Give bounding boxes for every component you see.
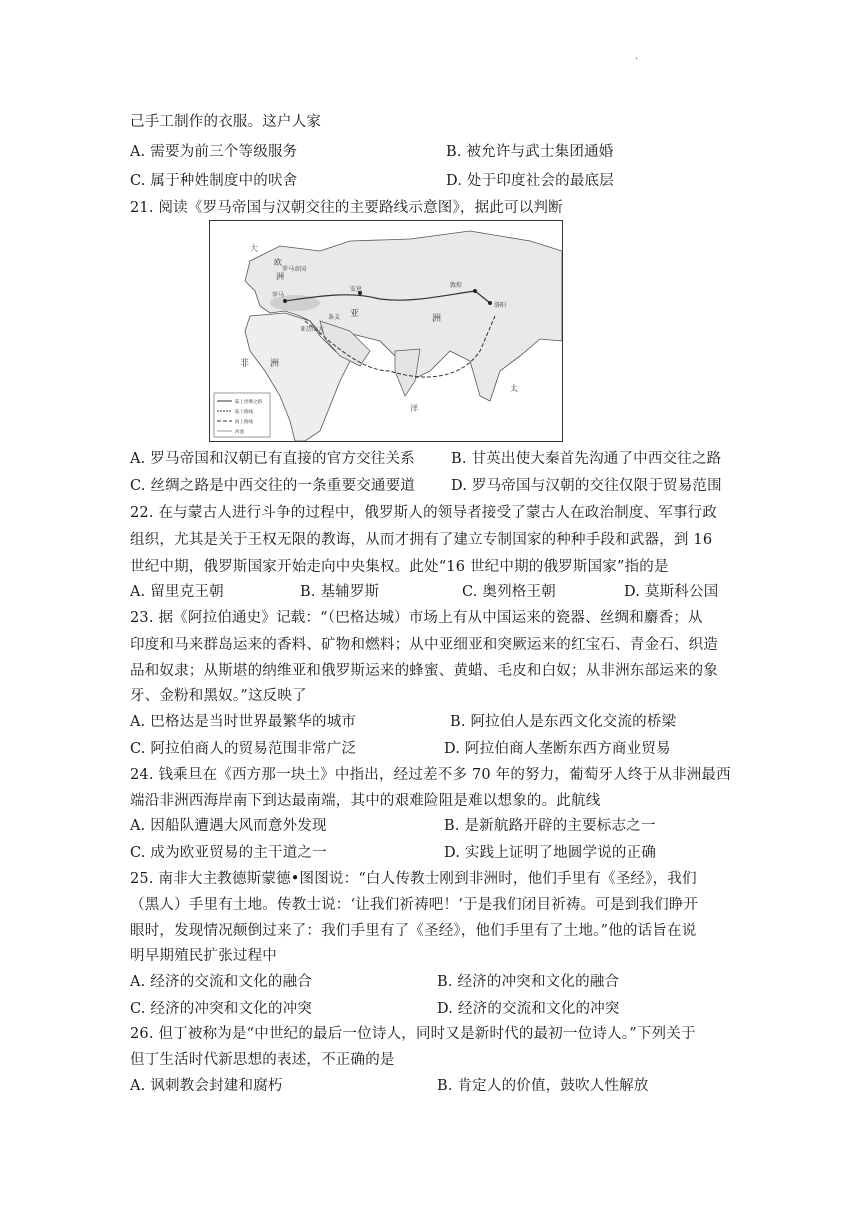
q26-option-b: B. 肯定人的价值，鼓吹人性解放	[437, 1078, 649, 1094]
q25-stem-line-2: （黑人）手里有土地。传教士说：‘让我们祈祷吧！’于是我们闭目祈祷。可是到我们睁开	[130, 897, 699, 913]
q25-option-d: D. 经济的交流和文化的冲突	[437, 1001, 620, 1017]
map-label-anxi: 安息	[350, 286, 363, 293]
q23-option-d: D. 阿拉伯商人垄断东西方商业贸易	[444, 741, 671, 757]
map-label-luoyang: 洛阳	[494, 302, 507, 309]
q23-stem-line-4: 牙、金粉和黑奴。”这反映了	[130, 688, 307, 704]
q20-option-d: D. 处于印度社会的最底层	[446, 173, 614, 189]
q21-option-a: A. 罗马帝国和汉朝已有直接的官方交往关系	[130, 451, 415, 467]
map-label-tiaozhi: 条支	[328, 314, 341, 321]
header-mark: ·	[635, 54, 639, 65]
q25-stem-line-1: 25. 南非大主教德斯蒙德•图图说：“白人传教士刚到非洲时，他们手里有《圣经》，我们	[130, 871, 697, 887]
q24-stem-line-2: 端沿非洲西海岸南下到达最南端，其中的艰难险阻是难以想象的。此航线	[130, 793, 601, 809]
q22-stem-line-1: 22. 在与蒙古人进行斗争的过程中，俄罗斯人的领导者接受了蒙古人在政治制度、军事行政	[130, 505, 718, 521]
q24-option-c: C. 成为欧亚贸易的主干道之一	[130, 845, 327, 861]
q23-stem-line-1: 23. 据《阿拉伯通史》记载：“（巴格达城）市场上有从中国运来的瓷器、丝绸和麝香；从	[130, 610, 703, 626]
q24-stem-line-1: 24. 钱乘旦在《西方那一块土》中指出，经过差不多 70 年的努力，葡萄牙人终于从非洲最西	[130, 767, 731, 783]
q24-option-b: B. 是新航路开辟的主要标志之一	[444, 818, 656, 834]
q21-option-c: C. 丝绸之路是中西交往的一条重要交通要道	[130, 478, 415, 494]
q23-option-b: B. 阿拉伯人是东西文化交流的桥梁	[450, 714, 677, 730]
map-label-africa-2: 洲	[270, 359, 280, 369]
q21-option-d: D. 罗马帝国与汉朝的交往仅限于贸易范围	[451, 478, 722, 494]
q24-option-d: D. 实践上证明了地圆学说的正确	[444, 845, 657, 861]
map-legend-silk-road: 陆上丝绸之路	[235, 400, 262, 405]
q20-option-b: B. 被允许与武士集团通婚	[446, 144, 614, 160]
rome-han-route-map	[209, 220, 563, 442]
map-label-alexandria: 亚历山大	[300, 326, 325, 333]
map-label-asia-2: 洲	[432, 314, 442, 324]
q25-stem-line-3: 眼时，发现情况颠倒过来了：我们手里有了《圣经》，他们手里有了土地。”他的话旨在说	[130, 923, 697, 939]
q23-option-c: C. 阿拉伯商人的贸易范围非常广泛	[130, 741, 357, 757]
q26-option-a: A. 讽刺教会封建和腐朽	[130, 1078, 283, 1094]
q23-option-a: A. 巴格达是当时世界最繁华的城市	[130, 714, 357, 730]
map-label-asia: 亚	[350, 309, 360, 319]
q25-option-b: B. 经济的冲突和文化的融合	[437, 974, 620, 990]
map-label-dunhuang: 敦煌	[450, 282, 463, 289]
q22-stem-line-2: 组织，尤其是关于王权无限的教诲，从而才拥有了建立专制国家的种种手段和武器，到 16	[130, 532, 713, 548]
q22-option-a: A. 留里克王朝	[130, 584, 224, 600]
map-label-pacific: 太	[510, 384, 518, 393]
q24-option-a: A. 因船队遭遇大风而意外发现	[130, 818, 327, 834]
q23-stem-line-2: 印度和马来群岛运来的香料、矿物和燃料；从中亚细亚和突厥运来的红宝石、青金石、织造	[130, 637, 718, 653]
q22-option-c: C. 奥列格王朝	[462, 584, 556, 600]
map-label-rome-empire: 罗马帝国	[282, 266, 307, 273]
q21-stem: 21. 阅读《罗马帝国与汉朝交往的主要路线示意图》，据此可以判断	[130, 200, 563, 216]
q22-option-d: D. 莫斯科公国	[624, 584, 719, 600]
q25-stem-line-4: 明早期殖民扩张过程中	[130, 948, 277, 964]
map-label-europe: 欧	[274, 258, 282, 267]
map-legend-sea-route: 海上路线	[235, 420, 253, 425]
q22-option-b: B. 基辅罗斯	[300, 584, 380, 600]
map-figure	[210, 221, 562, 441]
map-label-rome: 罗马	[272, 292, 285, 299]
q26-stem-line-2: 但丁生活时代新思想的表述，不正确的是	[130, 1052, 395, 1068]
q22-stem-line-3: 世纪中期，俄罗斯国家开始走向中央集权。此处“16 世纪中期的俄罗斯国家”指的是	[130, 559, 669, 575]
map-legend-river: 河流	[235, 430, 244, 435]
map-label-ocean: 洋	[410, 404, 418, 413]
q25-option-a: A. 经济的交流和文化的融合	[130, 974, 312, 990]
map-legend-land-route: 陆上路线	[235, 410, 253, 415]
map-label-europe-2: 洲	[276, 272, 284, 281]
map-label-africa: 非	[240, 359, 250, 369]
q20-stem-continued: 己手工制作的衣服。这户人家	[130, 114, 322, 130]
map-label-atlantic: 大	[250, 244, 258, 253]
q25-option-c: C. 经济的冲突和文化的冲突	[130, 1001, 313, 1017]
q20-option-a: A. 需要为前三个等级服务	[130, 144, 298, 160]
q26-stem-line-1: 26. 但丁被称为是“中世纪的最后一位诗人，同时又是新时代的最初一位诗人。”下列关于	[130, 1026, 696, 1042]
q21-option-b: B. 甘英出使大秦首先沟通了中西交往之路	[451, 451, 722, 467]
q20-option-c: C. 属于种姓制度中的吠舍	[130, 173, 298, 189]
q23-stem-line-3: 品和奴隶；从斯堪的纳维亚和俄罗斯运来的蜂蜜、黄蜡、毛皮和白奴；从非洲东部运来的象	[130, 663, 718, 679]
